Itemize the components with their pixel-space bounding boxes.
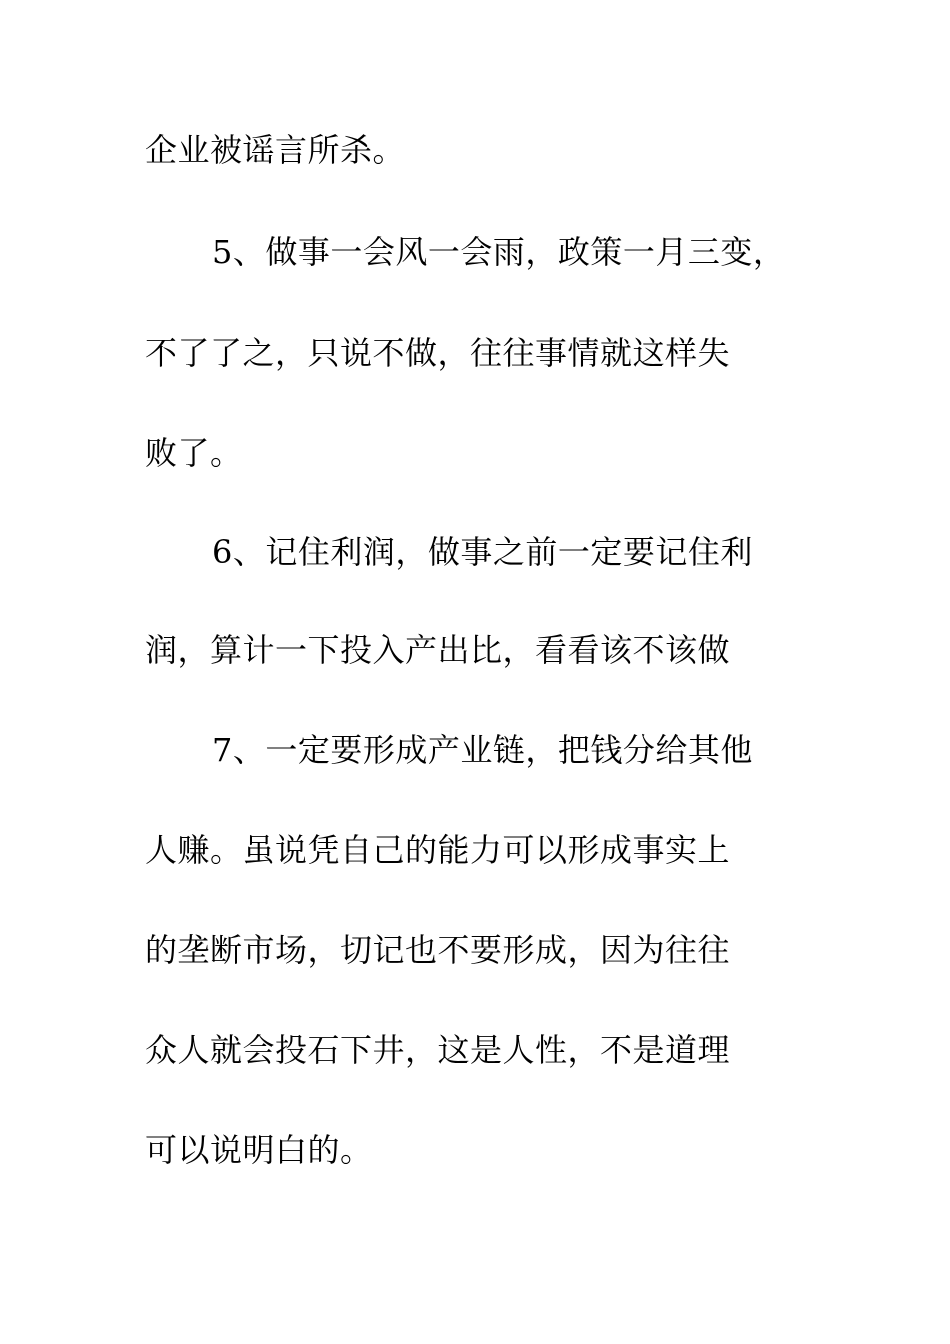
text-line-7: 7、一定要形成产业链，把钱分给其他 [212,731,753,769]
text-line-8: 人赚。虽说凭自己的能力可以形成事实上 [145,831,731,869]
text-line-2: 5、做事一会风一会雨，政策一月三变， [212,233,786,271]
text-line-3: 不了了之，只说不做，往往事情就这样失 [145,334,731,372]
text-line-5: 6、记住利润，做事之前一定要记住利 [212,533,753,571]
text-line-10: 众人就会投石下井，这是人性，不是道理 [145,1031,731,1069]
text-line-11: 可以说明白的。 [145,1131,373,1169]
text-line-4: 败了。 [145,434,243,472]
text-line-9: 的垄断市场，切记也不要形成，因为往往 [145,931,731,969]
text-line-1: 企业被谣言所杀。 [145,131,406,169]
text-line-6: 润，算计一下投入产出比，看看该不该做 [145,631,731,669]
